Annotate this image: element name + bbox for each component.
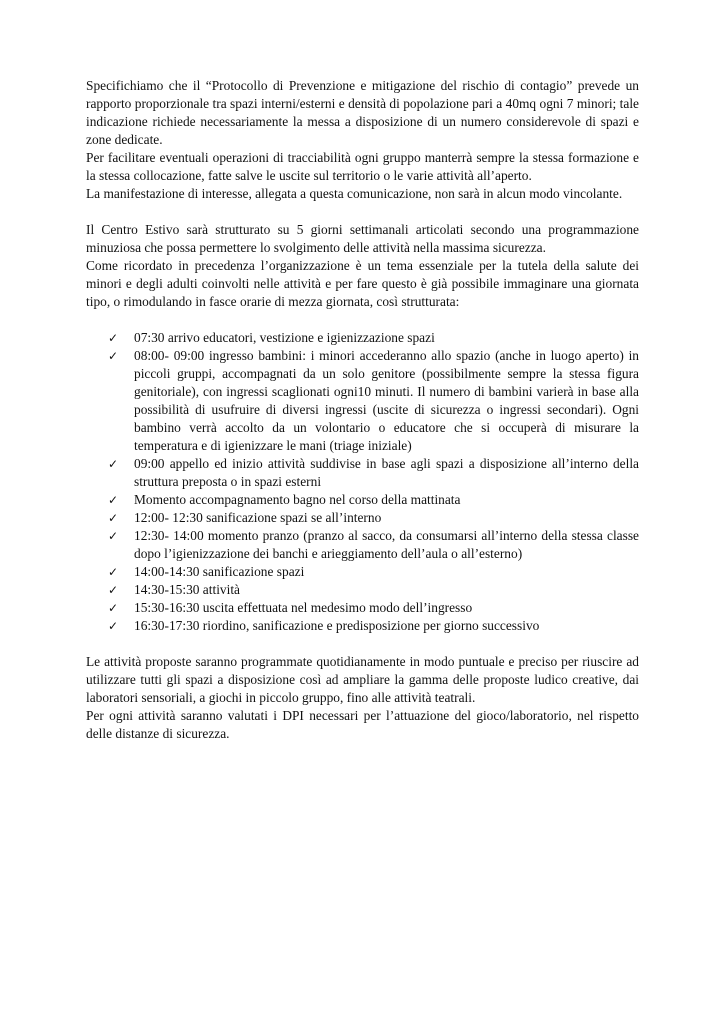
schedule-item [108, 563, 639, 581]
paragraph-interest-form: La manifestazione di interesse, allegata a questa comunicazione, non sarà in alcun modo vincolante. [86, 186, 623, 201]
paragraph-traceability: Per facilitare eventuali operazioni di tracciabilità ogni gruppo manterrà sempre la stessa formazione e la stessa collocazione, fatte salve le uscite sul territorio o le varie attività all’aperto. [86, 150, 639, 183]
paragraph-gap [86, 635, 639, 653]
schedule-item-text: 08:00- 09:00 ingresso bambini: i minori accederanno allo spazio (anche in luogo aperto) in piccoli gruppi, accompagnati da un solo genitore (possibilmente sempre la stessa figura genitoriale), con ingressi scaglionati ogni10 minuti. Il numero di bambini varierà in base alla possibilità di usufruire di diversi ingressi (uscite di sicurezza o ingressi secondari). Ogni bambino verrà accolto da un volontario o educatore che si occuperà di misurare la temperatura e di igienizzare le mani (triage iniziale) [134, 348, 639, 453]
schedule-item [108, 491, 639, 509]
check-icon: ✓ [108, 565, 119, 579]
check-icon: ✓ [108, 583, 119, 597]
check-icon: ✓ [108, 529, 119, 543]
paragraph-organization: Come ricordato in precedenza l’organizzazione è un tema essenziale per la tutela della salute dei minori e degli adulti coinvolti nelle attività e per fare questo è già possibile immaginare una giornata tipo, o rimodulando in fasce orarie di mezza giornata, così strutturata: [86, 258, 639, 309]
schedule-item [108, 509, 639, 527]
paragraph-activities: Le attività proposte saranno programmate quotidianamente in modo puntuale e preciso per riuscire ad utilizzare tutti gli spazi a disposizione così ad ampliare la gamma delle proposte ludico creative, dai laboratori sensoriali, a giochi in piccolo gruppo, fino alle attività teatrali. [86, 654, 639, 705]
schedule-item-text: 14:00-14:30 sanificazione spazi [134, 564, 305, 579]
check-icon: ✓ [108, 457, 119, 471]
check-icon: ✓ [108, 331, 119, 345]
paragraph-center-structure: Il Centro Estivo sarà strutturato su 5 giorni settimanali articolati secondo una programmazione minuziosa che possa permettere lo svolgimento delle attività nella massima sicurezza. [86, 222, 639, 255]
schedule-item [108, 329, 639, 347]
daily-schedule-list [86, 329, 639, 635]
schedule-item-text: 12:30- 14:00 momento pranzo (pranzo al sacco, da consumarsi all’interno della stessa classe dopo l’igienizzazione dei banchi e arieggiamento dell’aula o all’esterno) [134, 528, 639, 561]
document-page [86, 77, 639, 743]
schedule-item-text: 16:30-17:30 riordino, sanificazione e predisposizione per giorno successivo [134, 618, 540, 633]
schedule-item [108, 527, 639, 563]
check-icon: ✓ [108, 349, 119, 363]
schedule-item-text: 14:30-15:30 attività [134, 582, 240, 597]
check-icon: ✓ [108, 619, 119, 633]
schedule-item [108, 599, 639, 617]
paragraph-gap [86, 203, 639, 221]
schedule-item-text: 09:00 appello ed inizio attività suddivise in base agli spazi a disposizione all’interno della struttura preposta o in spazi esterni [134, 456, 639, 489]
schedule-item-text: 12:00- 12:30 sanificazione spazi se all’interno [134, 510, 382, 525]
schedule-item-text: 15:30-16:30 uscita effettuata nel medesimo modo dell’ingresso [134, 600, 473, 615]
schedule-item [108, 581, 639, 599]
schedule-item [108, 455, 639, 491]
schedule-item [108, 617, 639, 635]
check-icon: ✓ [108, 511, 119, 525]
schedule-item-text: Momento accompagnamento bagno nel corso della mattinata [134, 492, 461, 507]
check-icon: ✓ [108, 601, 119, 615]
paragraph-dpi: Per ogni attività saranno valutati i DPI necessari per l’attuazione del gioco/laboratorio, nel rispetto delle distanze di sicurezza. [86, 708, 639, 741]
paragraph-protocol: Specifichiamo che il “Protocollo di Prevenzione e mitigazione del rischio di contagio” prevede un rapporto proporzionale tra spazi interni/esterni e densità di popolazione pari a 40mq ogni 7 minori; tale indicazione richiede necessariamente la messa a disposizione di un numero considerevole di spazi e zone dedicate. [86, 78, 639, 147]
check-icon: ✓ [108, 493, 119, 507]
schedule-item [108, 347, 639, 455]
paragraph-gap [86, 311, 639, 329]
schedule-item-text: 07:30 arrivo educatori, vestizione e igienizzazione spazi [134, 330, 435, 345]
